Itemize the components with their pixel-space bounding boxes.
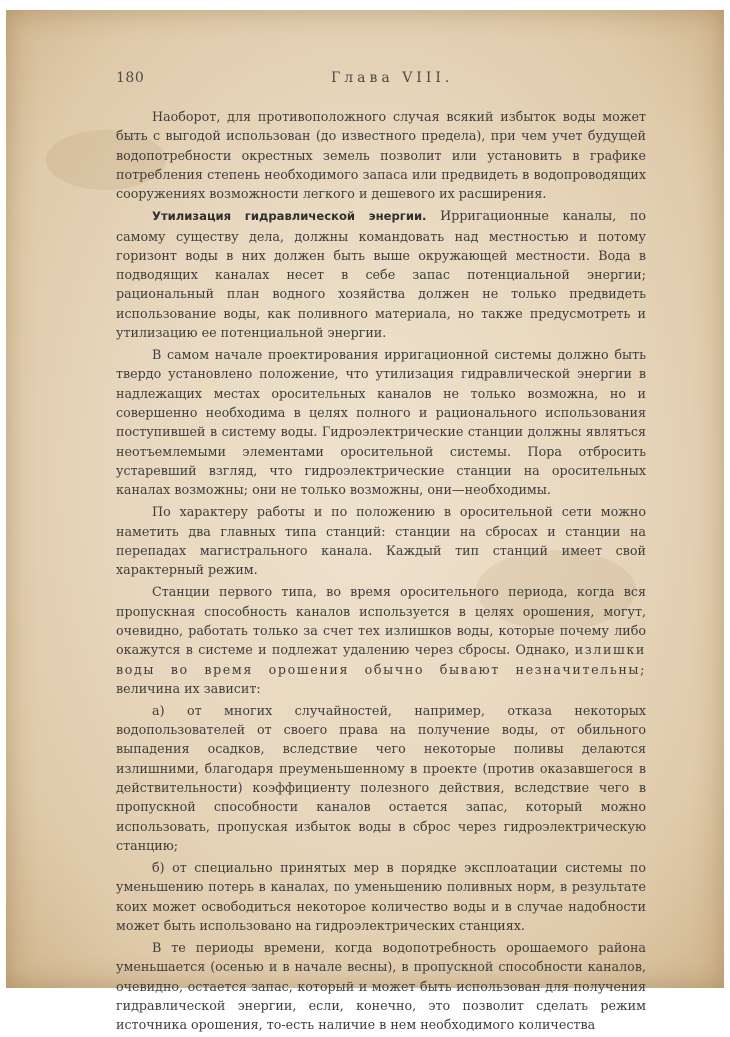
emphasized-text: излишки воды во время орошения обычно бывают незначительны; <box>116 642 646 677</box>
paragraph <box>116 582 646 698</box>
paragraph <box>116 858 646 935</box>
paragraph <box>116 107 646 203</box>
paragraph <box>116 502 646 579</box>
paragraph-text: Ирригационные каналы, по самому существу дела, должны командовать над местностью и потому горизонт воды в них должен быть выше окружающей местности. Вода в подводящих каналах несет в себе запас потенциальной энергии; рациональный план водного хозяйства должен не только предвидеть использование воды, как поливного материала, но также предусмотреть и утилизацию ее потенциальной энергии. <box>116 208 646 341</box>
section-heading: Утилизация гидравлической энергии. <box>152 209 427 224</box>
chapter-title: Глава VIII. <box>331 70 454 86</box>
paragraph <box>116 345 646 499</box>
paragraph <box>116 701 646 855</box>
paragraph-text: В самом начале проектирования ирригационной системы должно быть твердо установлено положение, что утилизация гидравлической энергии в надлежащих местах оросительных каналов не только возможна, но и совершенно необходима в целях полного и рационального использования поступившей в систему воды. Гидроэлектрические станции должны являться неотъемлемыми элементами оросительной системы. Пора отбросить устаревший взгляд, что гидроэлектрические станции на оросительных каналах возможны; они не только возможны, они—необходимы. <box>116 347 646 498</box>
paragraph-text: а) от многих случайностей, например, отказа некоторых водопользователей от своего права на получение воды, от обильного выпадения осадков, вследствие чего некоторые поливы делаются излишними, благодаря преуменьшенному в проекте (против оказавшегося в действительности) коэффициенту полезного действия, вследствие чего в пропускной способности каналов остается запас, который можно использовать, пропуская избыток воды в сброс через гидроэлектрическую станцию; <box>116 702 646 853</box>
paragraph-text: б) от специально принятых мер в порядке эксплоатации системы по уменьшению потерь в каналах, по уменьшению поливных норм, в результате коих может освободиться некоторое количество воды и в случае надобности может быть использовано на гидроэлектрических станциях. <box>116 860 646 933</box>
page-number: 180 <box>116 70 145 86</box>
paragraph <box>116 206 646 342</box>
body-text <box>116 107 646 1037</box>
paragraph <box>116 938 646 1034</box>
paragraph-text: величина их зависит: <box>116 680 261 696</box>
book-page <box>6 10 724 1033</box>
running-header <box>116 70 646 92</box>
paragraph-text: В те периоды времени, когда водопотребность орошаемого района уменьшается (осенью и в начале весны), в пропускной способности каналов, очевидно, остается запас, который и может быть использован для получения гидравлической энергии, если, конечно, это позволит сделать режим источника орошения, то-есть наличие в нем необходимого количества <box>116 940 646 1033</box>
paragraph-text: По характеру работы и по положению в оросительной сети можно наметить два главных типа станций: станции на сбросах и станции на перепадах магистрального канала. Каждый тип станций имеет свой характерный режим. <box>116 504 646 578</box>
paragraph-text: Наоборот, для противоположного случая всякий избыток воды может быть с выгодой использован (до известного предела), при чем учет будущей водопотребности окрестных земель позволит или установить в графике потребления степень необходимого запаса или предвидеть в водопроводящих сооружениях возможности легкого и дешевого их расширения. <box>116 109 646 202</box>
paragraph-text: Станции первого типа, во время оросительного периода, когда вся пропускная способность каналов используется в целях орошения, могут, очевидно, работать только за счет тех излишков воды, которые почему либо окажутся в системе и подлежат удалению через сбросы. Однако, <box>116 584 646 658</box>
